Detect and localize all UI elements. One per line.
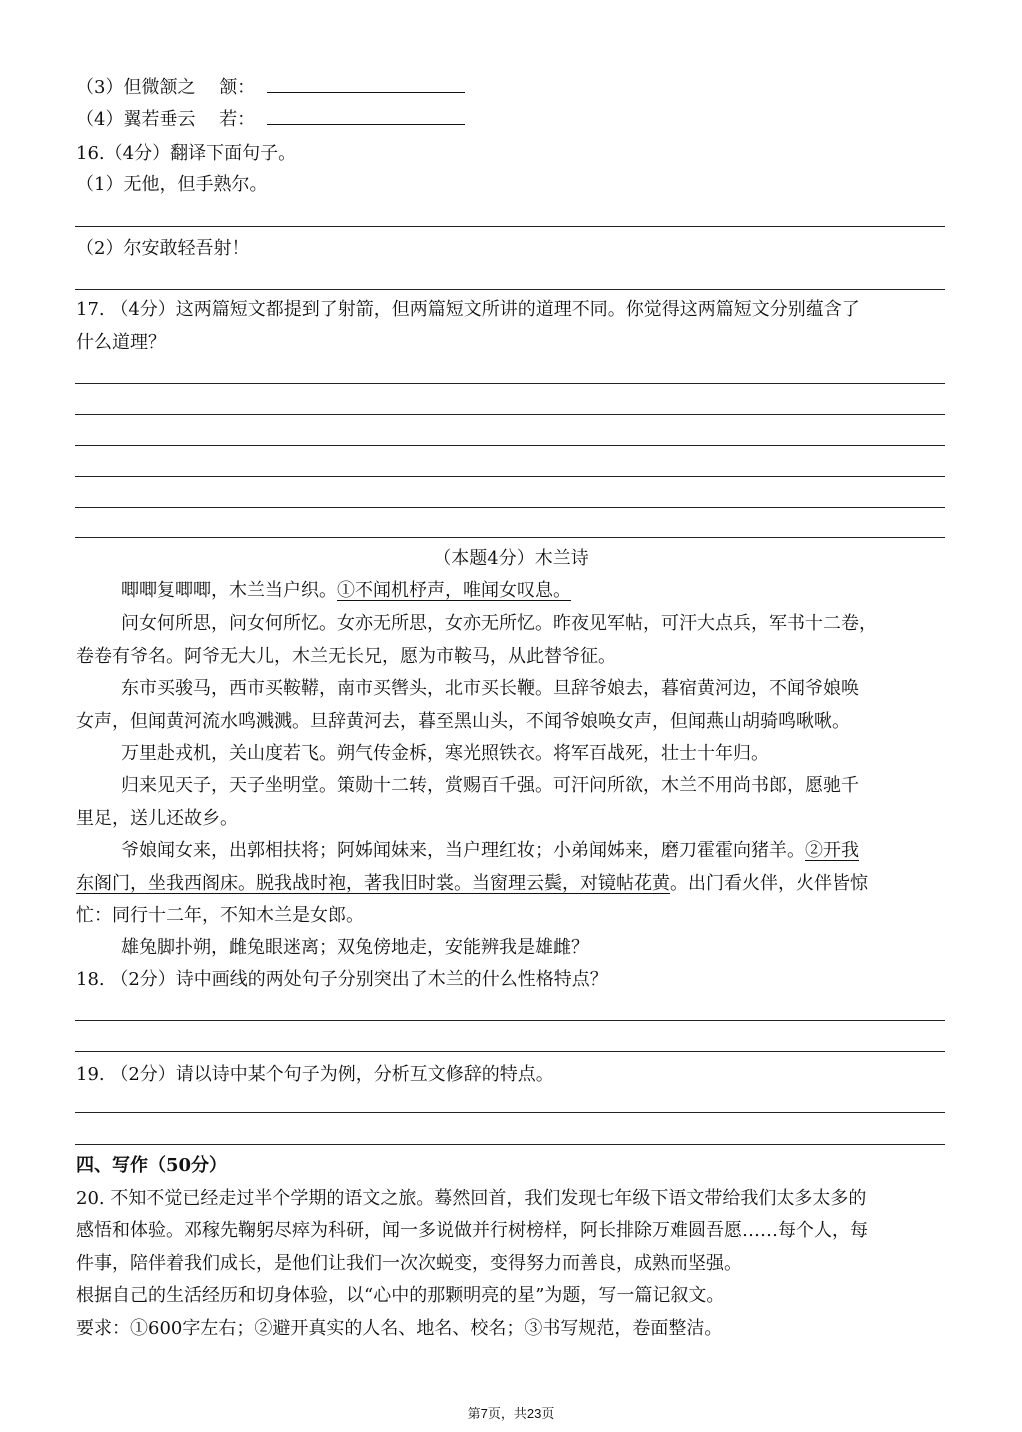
poem-paragraph-2-line-2: 卷卷有爷名。阿爷无大儿，木兰无长兄，愿为市鞍马，从此替爷征。 <box>76 646 616 667</box>
q18-prompt: 18. （2分）诗中画线的两处句子分别突出了木兰的什么性格特点？ <box>76 969 608 990</box>
q16-answer-line-1[interactable] <box>75 226 945 227</box>
poem-paragraph-6-line-2 <box>76 872 868 896</box>
q17-answer-line[interactable] <box>75 383 945 384</box>
q19-prompt: 19. （2分）请以诗中某个句子为例，分析互文修辞的特点。 <box>76 1064 554 1085</box>
q15-item-4 <box>76 108 465 132</box>
poem-paragraph-6-line-1 <box>121 839 859 863</box>
poem-paragraph-6-line-3: 忙：同行十二年，不知木兰是女郎。 <box>76 905 364 926</box>
q18-answer-line[interactable] <box>75 1020 945 1021</box>
q15-item4-answer-blank[interactable] <box>267 108 465 125</box>
q20-line-3: 件事，陪伴着我们成长，是他们让我们一次次蜕变，变得努力而善良，成熟而坚强。 <box>76 1253 742 1274</box>
poem-paragraph-5-line-1: 归来见天子，天子坐明堂。策勋十二转，赏赐百千强。可汗问所欲，木兰不用尚书郎，愿驰千 <box>121 775 859 796</box>
q15-item4-char: 若： <box>219 109 256 130</box>
q19-answer-line[interactable] <box>75 1144 945 1145</box>
underlined-sentence-2-start: ②开我 <box>805 840 859 861</box>
q15-item3-char: 颔： <box>219 77 256 98</box>
q19-answer-line[interactable] <box>75 1112 945 1113</box>
poem-p6-rest: 。出门看火伴，火伴皆惊 <box>670 873 868 894</box>
poem-paragraph-2-line-1: 问女何所思，问女何所忆。女亦无所思，女亦无所忆。昨夜见军帖，可汗大点兵，军书十二卷， <box>121 613 877 634</box>
poem-paragraph-4: 万里赴戎机，关山度若飞。朔气传金柝，寒光照铁衣。将军百战死，壮士十年归。 <box>121 743 769 764</box>
underlined-sentence-2-end: 东阁门，坐我西阁床。脱我战时袍，著我旧时裳。当窗理云鬓，对镜帖花黄 <box>76 873 670 894</box>
poem-p6-text: 爷娘闻女来，出郭相扶将；阿姊闻妹来，当户理红妆；小弟闻姊来，磨刀霍霍向猪羊。 <box>121 840 805 861</box>
poem-paragraph-1 <box>121 579 571 603</box>
underlined-sentence-1: ①不闻机杼声，唯闻女叹息。 <box>337 580 571 601</box>
q17-answer-line[interactable] <box>75 507 945 508</box>
poem-paragraph-5-line-2: 里足，送儿还故乡。 <box>76 808 238 829</box>
q16-answer-line-2[interactable] <box>75 289 945 290</box>
q17-answer-line[interactable] <box>75 476 945 477</box>
q15-item-3 <box>76 76 465 100</box>
q16-sentence-2: （2）尔安敢轻吾射！ <box>76 238 250 259</box>
q17-prompt-line-2: 什么道理？ <box>76 332 166 353</box>
q17-answer-line[interactable] <box>75 537 945 538</box>
q17-answer-line[interactable] <box>75 414 945 415</box>
q16-prompt: 16.（4分）翻译下面句子。 <box>76 143 297 164</box>
poem-paragraph-3-line-1: 东市买骏马，西市买鞍鞯，南市买辔头，北市买长鞭。旦辞爷娘去，暮宿黄河边，不闻爷娘唤 <box>121 678 859 699</box>
q20-line-2: 感悟和体验。邓稼先鞠躬尽瘁为科研，闻一多说做并行树榜样，阿长排除万难圆吾愿……每个人，每 <box>76 1220 868 1241</box>
q20-requirements: 要求：①600字左右；②避开真实的人名、地名、校名；③书写规范，卷面整洁。 <box>76 1318 723 1339</box>
poem-p1-text: 唧唧复唧唧，木兰当户织。 <box>121 580 337 601</box>
q20-line-4: 根据自己的生活经历和切身体验，以“心中的那颗明亮的星”为题，写一篇记叙文。 <box>76 1285 725 1306</box>
q20-line-1: 20. 不知不觉已经走过半个学期的语文之旅。蓦然回首，我们发现七年级下语文带给我们太多太多的 <box>76 1188 867 1209</box>
section-4-heading: 四、写作（50分） <box>76 1155 228 1176</box>
q15-item4-label: （4）翼若垂云 <box>76 109 196 130</box>
q17-answer-line[interactable] <box>75 445 945 446</box>
q17-prompt-line-1: 17. （4分）这两篇短文都提到了射箭，但两篇短文所讲的道理不同。你觉得这两篇短文分别蕴含了 <box>76 299 860 320</box>
poem-paragraph-3-line-2: 女声，但闻黄河流水鸣溅溅。旦辞黄河去，暮至黑山头，不闻爷娘唤女声，但闻燕山胡骑鸣啾啾。 <box>76 711 850 732</box>
poem-paragraph-7: 雄兔脚扑朔，雌兔眼迷离；双兔傍地走，安能辨我是雄雌？ <box>121 937 589 958</box>
poem-title: （本题4分）木兰诗 <box>433 548 589 569</box>
q15-item3-answer-blank[interactable] <box>267 76 465 93</box>
page-number: 第7页，共23页 <box>467 1406 555 1421</box>
q15-item3-label: （3）但微颔之 <box>76 77 196 98</box>
q16-sentence-1: （1）无他，但手熟尔。 <box>76 174 268 195</box>
q18-answer-line[interactable] <box>75 1051 945 1052</box>
